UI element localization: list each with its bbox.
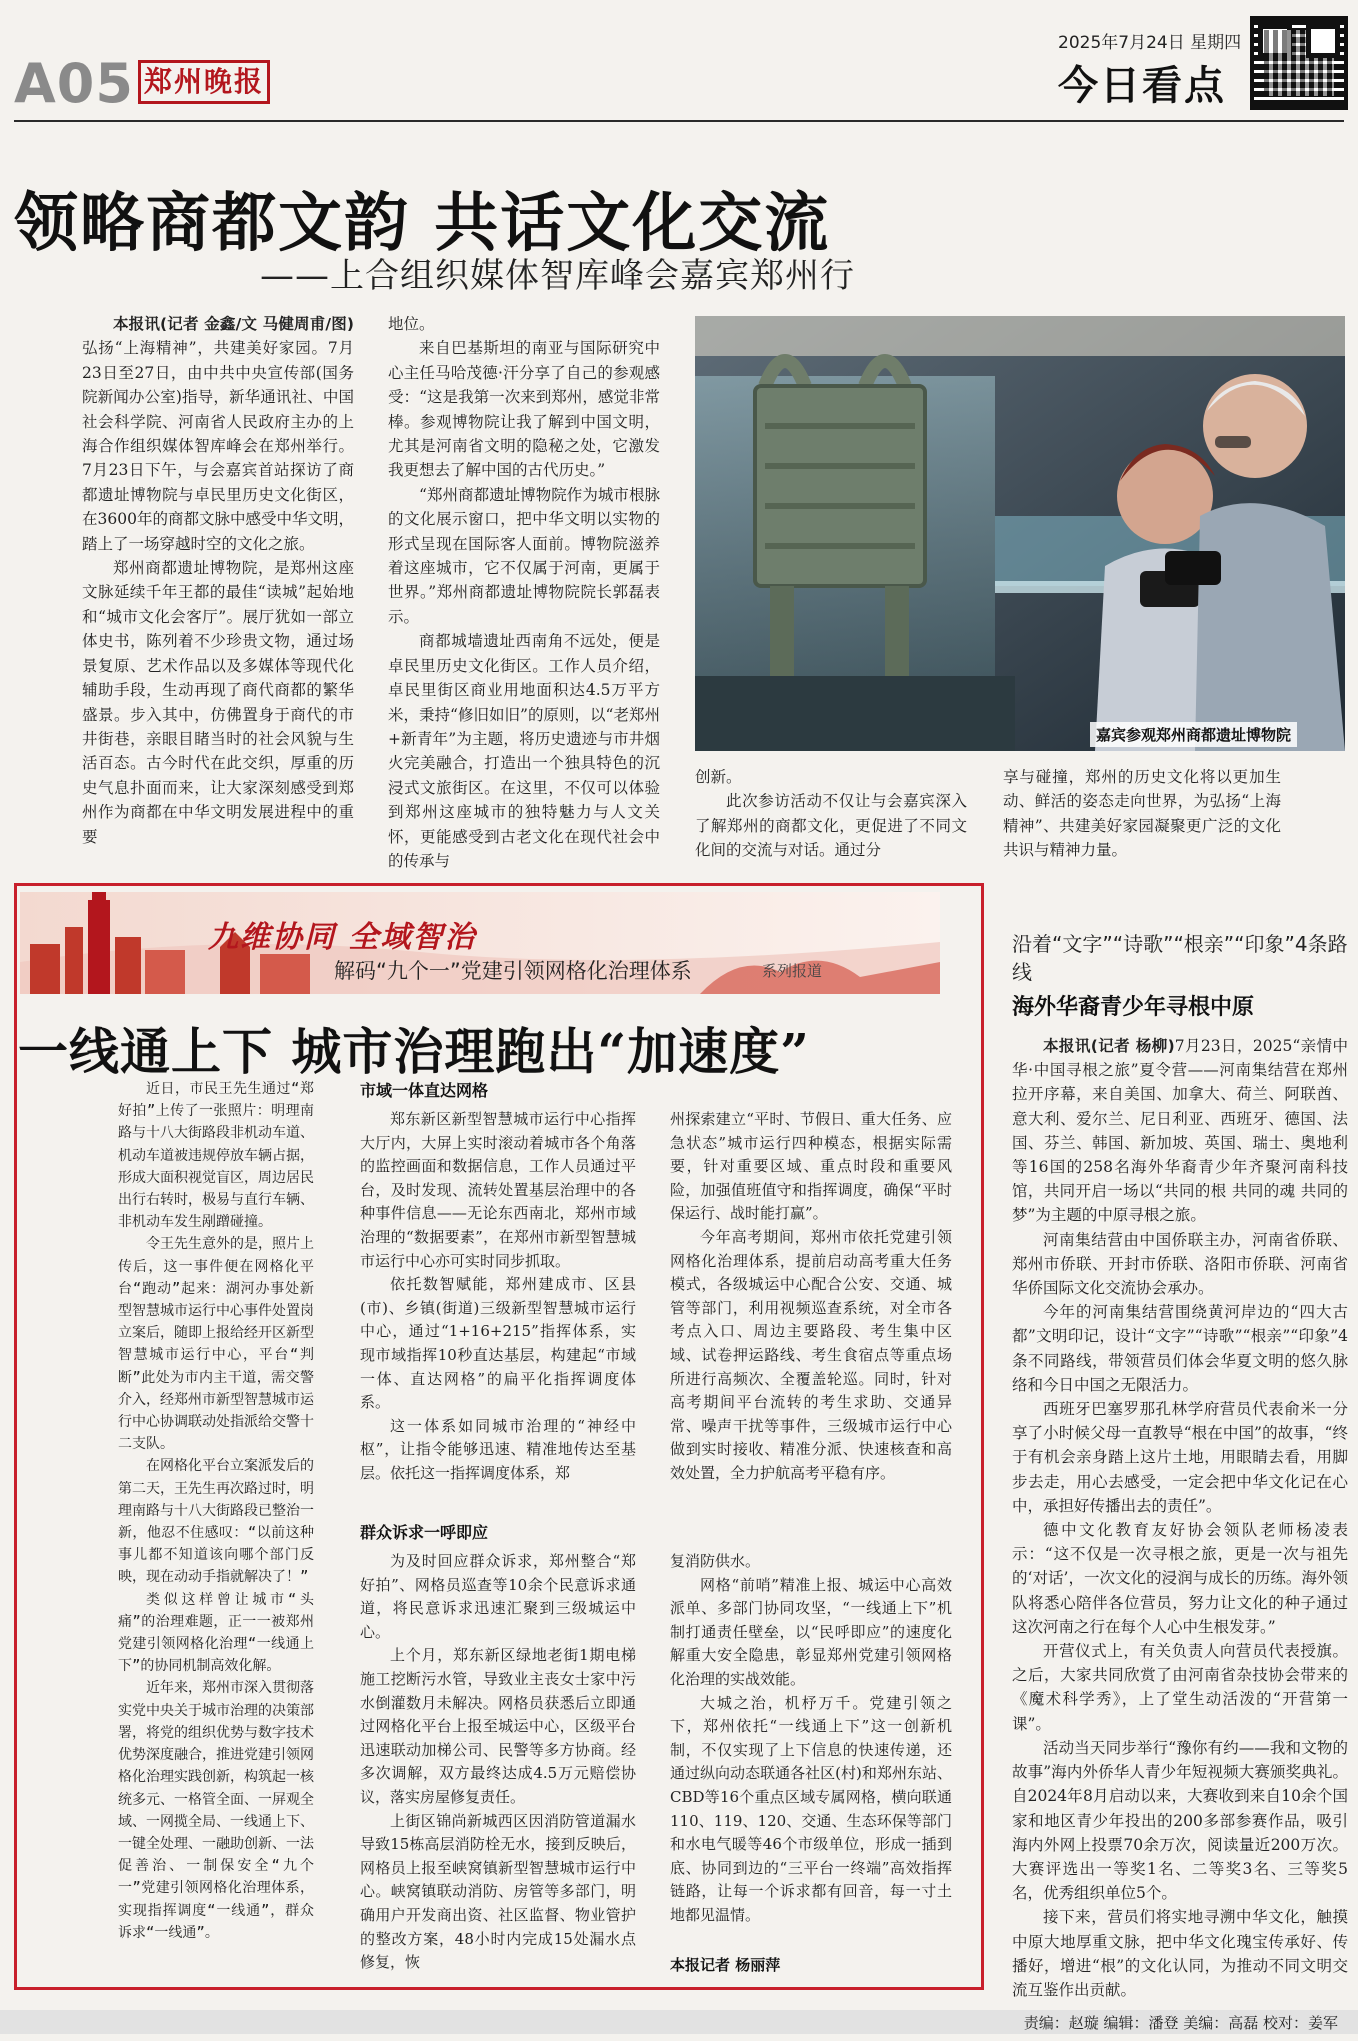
article2-column-3a	[670, 1108, 952, 1486]
museum-visit-photo	[695, 316, 1345, 751]
article2-paragraph: 近年来，郑州市深入贯彻落实党中央关于城市治理的决策部署，将党的组织优势与数字技术优势深度融合，推进党建引领网格化治理实践创新，构筑起一核统多元、一格管全面、一屏观全域、一网揽全局、一线通上下、一键全处理、一融助创新、一法促善治、一制保安全“九个一”党建引领网格化治理体系，实现指挥调度“一线通”，群众诉求“一线通”。	[118, 1680, 314, 1941]
article1-paragraph: 郑州商都遗址博物院，是郑州这座文脉延续千年王都的最佳“读城”起始地和“城市文化会客厅”。展厅犹如一部立体史书，陈列着不少珍贵文物，通过场景复原、艺术作品以及多媒体等现代化辅助手段，生动再现了商代商都的繁华盛景。步入其中，仿佛置身于商代的市井街巷，亲眼目睹当时的社会风貌与生活百态。古今时代在此交织，厚重的历史气息扑面而来，让大家深刻感受到郑州作为商都在中华文明发展进程中的重要	[82, 559, 354, 846]
article1-paragraph: “郑州商都遗址博物院作为城市根脉的文化展示窗口，把中华文明以实物的形式呈现在国际客人面前。博物院滋养着这座城市，它不仅属于河南，更属于世界。”郑州商都遗址博物院院长郭磊表示。	[388, 485, 660, 626]
article2-headline: 一线通上下 城市治理跑出“加速度”	[18, 1022, 810, 1081]
article2-paragraph: 依托数智赋能，郑州建成市、区县(市)、乡镇(街道)三级新型智慧城市运行中心，通过“1+16+215”指挥体系，实现市域指挥10秒直达基层，构建起“市域一体、直达网格”的扁平化指挥调度体系。	[360, 1275, 636, 1412]
article2-column-3b	[670, 1550, 952, 1928]
article2-paragraph: 今年高考期间，郑州市依托党建引领网格化治理体系，提前启动高考重大任务模式，各级城运中心配合公安、交通、城管等部门，利用视频巡查系统，对全市各考点入口、周边主要路段、考生集中区域、试卷押运路线、考生食宿点等重点场所进行高频次、全覆盖轮巡。同时，针对高考期间平台流转的考生求助、交通异常、噪声干扰等事件，三级城市运行中心做到实时接收、精准分派、快速核查和高效处置，全力护航高考平稳有序。	[670, 1227, 952, 1482]
article2-paragraph: 州探索建立“平时、节假日、重大任务、应急状态”城市运行四种模态，根据实际需要，针对重要区域、重点时段和重要风险，加强值班值守和指挥调度，确保“平时保运行、战时能打赢”。	[670, 1110, 952, 1223]
article2-paragraph: 郑东新区新型智慧城市运行中心指挥大厅内，大屏上实时滚动着城市各个角落的监控画面和数据信息，工作人员通过平台，及时发现、流转处置基层治理中的各种事件信息——无论东西南北，郑州市域治理的“数据要素”，在郑州市新型智慧城市运行中心亦可实时同步抓取。	[360, 1110, 636, 1270]
article3-headline: 海外华裔青少年寻根中原	[1012, 995, 1255, 1020]
paper-logo: 郑州晚报	[138, 60, 270, 104]
article2-reporter: 本报记者 杨丽萍	[670, 1956, 781, 1974]
article1-paragraph: 来自巴基斯坦的南亚与国际研究中心主任马哈茂德·汗分享了自己的参观感受：“这是我第一次来到郑州，感觉非常棒。参观博物院让我了解到中国文明，尤其是河南省文明的隐秘之处，它激发我更想去了解中国的古代历史。”	[388, 339, 660, 480]
article1-column-1	[82, 312, 354, 849]
article1-column-4	[1003, 765, 1281, 863]
article1-byline: 本报讯(记者 金鑫/文 马健周甫/图)	[113, 315, 354, 333]
article2-paragraph: 大城之治，机杼万千。党建引领之下，郑州依托“一线通上下”这一创新机制，不仅实现了上下信息的快速传递，还通过纵向动态联通各社区(村)和郑州东站、CBD等16个重点区域专属网格，横向联通110、119、120、交通、生态环保等部门和水电气暖等46个市级单位，形成一插到底、协同到边的“三平台一终端”高效指挥链路，让每一个诉求都有回音，每一寸土地都见温情。	[670, 1693, 952, 1924]
page-number: A05	[14, 52, 134, 115]
article3-paragraph: 活动当天同步举行“豫你有约——我和文物的故事”海内外侨华人青少年短视频大赛颁奖典礼。自2024年8月启动以来，大赛收到来自10余个国家和地区青少年投出的200多部参赛作品，吸引海内外网上投票70余万次，阅读量近200万次。大赛评选出一等奖1名、二等奖3名、三等奖5名，优秀组织单位5个。	[1012, 1738, 1348, 1903]
article3-paragraph: 河南集结营由中国侨联主办，河南省侨联、郑州市侨联、开封市侨联、洛阳市侨联、河南省华侨国际文化交流协会承办。	[1012, 1230, 1348, 1298]
article3-paragraph: 西班牙巴塞罗那孔林学府营员代表俞米一分享了小时候父母一直教导“根在中国”的故事，“终于有机会亲身踏上这片土地，用眼睛去看，用脚步去走，用心去感受，一定会把中华文化记在心中，承担好传播出去的责任”。	[1012, 1400, 1348, 1515]
article2-paragraph: 上个月，郑东新区绿地老街1期电梯施工挖断污水管，导致业主丧女士家中污水倒灌数月未解决。网格员获悉后立即通过网格化平台上报至城运中心，区级平台迅速联动加梯公司、民警等多方协商。经多次调解，双方最终达成4.5万元赔偿协议，落实房屋修复责任。	[360, 1646, 636, 1806]
article2-lead-column	[118, 1078, 314, 1944]
article1-column-2	[388, 312, 660, 873]
header-divider	[14, 120, 1344, 122]
article2-paragraph: 类似这样曾让城市“头痛”的治理难题，正一一被郑州党建引领网格化治理“一线通上下”的协同机制高效化解。	[118, 1591, 314, 1675]
article1-column-3	[695, 765, 967, 863]
article2-column-2a	[360, 1108, 636, 1486]
article2-paragraph: 为及时回应群众诉求，郑州整合“郑好拍”、网格员巡查等10余个民意诉求通道，将民意诉求迅速汇聚到三级城运中心。	[360, 1552, 636, 1641]
article3-paragraph: 7月23日，2025“亲情中华·中国寻根之旅”夏令营——河南集结营在郑州拉开序幕，来自美国、加拿大、荷兰、阿联酋、意大利、爱尔兰、尼日利亚、西班牙、德国、法国、芬兰、韩国、新加坡、英国、瑞士、奥地利等16国的258名海外华裔青少年齐聚河南科技馆，共同开启一场以“共同的根 共同的魂 共同的梦”为主题的中原寻根之旅。	[1012, 1037, 1348, 1225]
article2-column-2b	[360, 1550, 636, 1975]
article2-paragraph: 在网格化平台立案派发后的第二天，王先生再次路过时，明理南路与十八大街路段已整治一新，他忍不住感叹：“以前这种事儿都不知道该向哪个部门反映，现在动动手指就解决了！”	[118, 1458, 314, 1586]
series-subtitle: 解码“九个一”党建引领网格化治理体系	[334, 959, 692, 983]
article1-paragraph: 地位。	[388, 315, 435, 333]
article3-paragraph: 开营仪式上，有关负责人向营员代表授旗。之后，大家共同欣赏了由河南省杂技协会带来的《魔术科学秀》，上了堂生动活泼的“开营第一课”。	[1012, 1642, 1348, 1733]
article2-paragraph: 近日，市民王先生通过“郑好拍”上传了一张照片：明理南路与十八大街路段非机动车道、机动车道被违规停放车辆占据，形成大面积视觉盲区，周边居民出行右转时，极易与直行车辆、非机动车发生剐蹭碰撞。	[118, 1081, 314, 1231]
article3-paragraph: 德中文化教育友好协会领队老师杨凌表示：“这不仅是一次寻根之旅，更是一次与祖先的‘对话’，一次文化的浸润与成长的历练。海外领队将悉心陪伴各位营员，努力让文化的种子通过这次河南之行在每个人心中生根发芽。”	[1012, 1521, 1348, 1636]
article1-paragraph: 创新。	[695, 768, 742, 786]
series-tag: 系列报道	[762, 962, 823, 980]
article1-subtitle: ——上合组织媒体智库峰会嘉宾郑州行	[260, 256, 855, 296]
article3-paragraph: 接下来，营员们将实地寻溯中华文化，触摸中原大地厚重文脉，把中华文化瑰宝传承好、传播好，增进“根”的文化认同，为推动不同文明交流互鉴作出贡献。	[1012, 1908, 1348, 1999]
article2-paragraph: 网格“前哨”精准上报、城运中心高效派单、多部门协同攻坚，“一线通上下”机制打通责任壁垒，以“民呼即应”的速度化解重大安全隐患，彰显郑州党建引领网格化治理的实战效能。	[670, 1575, 952, 1688]
article2-paragraph: 上街区锦尚新城西区因消防管道漏水导致15栋高层消防栓无水，接到反映后，网格员上报至峡窝镇新型智慧城市运行中心。峡窝镇联动消防、房管等多部门，明确用户开发商出资、社区监督、物业管护的整改方案，48小时内完成15处漏水点修复，恢	[360, 1811, 636, 1972]
article1-paragraph: 弘扬“上海精神”，共建美好家园。7月23日至27日，由中共中央宣传部(国务院新闻办公室)指导，新华通讯社、中国社会科学院、河南省人民政府主办的上海合作组织媒体智库峰会在郑州举行。7月23日下午，与会嘉宾首站探访了商都遗址博物院与卓民里历史文化街区，在3600年的商都文脉中感受中华文明，踏上了一场穿越时空的文化之旅。	[82, 339, 354, 553]
article2-paragraph: 令王先生意外的是，照片上传后，这一事件便在网格化平台“跑动”起来：湖河办事处新型智慧城市运行中心事件处置岗立案后，随即上报给经开区新型智慧城市运行中心，平台“判断”此处为市内主干道，需交警介入，经郑州市新型智慧城市运行中心协调联动处指派给交警十二支队。	[118, 1236, 314, 1453]
article3-byline: 本报讯(记者 杨柳)	[1043, 1037, 1175, 1055]
issue-date: 2025年7月24日 星期四	[1058, 33, 1242, 53]
article3-column	[1012, 1034, 1348, 2002]
editorial-credits: 责编：赵璇 编辑：潘登 美编：高磊 校对：姜军	[1023, 2014, 1338, 2032]
article2-paragraph: 这一体系如同城市治理的“神经中枢”，让指令能够迅速、精准地传达至基层。依托这一指挥调度体系，郑	[360, 1416, 636, 1482]
article2-subheading: 市域一体直达网格	[360, 1081, 489, 1100]
photo-caption: 嘉宾参观郑州商都遗址博物院	[1090, 722, 1297, 747]
article1-paragraph: 享与碰撞，郑州的历史文化将以更加生动、鲜活的姿态走向世界，为弘扬“上海精神”、共建美好家园凝聚更广泛的文化共识与精神力量。	[1003, 768, 1281, 860]
article1-paragraph: 商都城墙遗址西南角不远处，便是卓民里历史文化街区。工作人员介绍，卓民里街区商业用地面积达4.5万平方米，秉持“修旧如旧”的原则，以“老郑州+新青年”为主题，将历史遗迹与市井烟火完美融合，打造出一个独具特色的沉浸式文旅街区。在这里，不仅可以体验到郑州这座城市的独特魅力与人文关怀，更能感受到古老文化在现代社会中的传承与	[388, 632, 660, 870]
article3-paragraph: 今年的河南集结营围绕黄河岸边的“四大古都”文明印记，设计“文字”“诗歌”“根亲”“印象”4条不同路线，带领营员们体会华夏文明的悠久脉络和今日中国之无限活力。	[1012, 1303, 1348, 1394]
museum-visit-illustration	[695, 316, 1345, 751]
qr-code-icon	[1250, 16, 1348, 110]
article2-paragraph: 复消防供水。	[670, 1552, 761, 1570]
article1-paragraph: 此次参访活动不仅让与会嘉宾深入了解郑州的商都文化，更促进了不同文化间的交流与对话。通过分	[695, 792, 967, 860]
series-title: 九维协同 全域智治	[208, 920, 477, 955]
article3-kicker: 沿着“文字”“诗歌”“根亲”“印象”4条路线	[1012, 932, 1348, 984]
section-title: 今日看点	[1058, 63, 1226, 109]
article2-subheading: 群众诉求一呼即应	[360, 1523, 489, 1542]
article1-headline: 领略商都文韵 共话文化交流	[14, 186, 831, 261]
